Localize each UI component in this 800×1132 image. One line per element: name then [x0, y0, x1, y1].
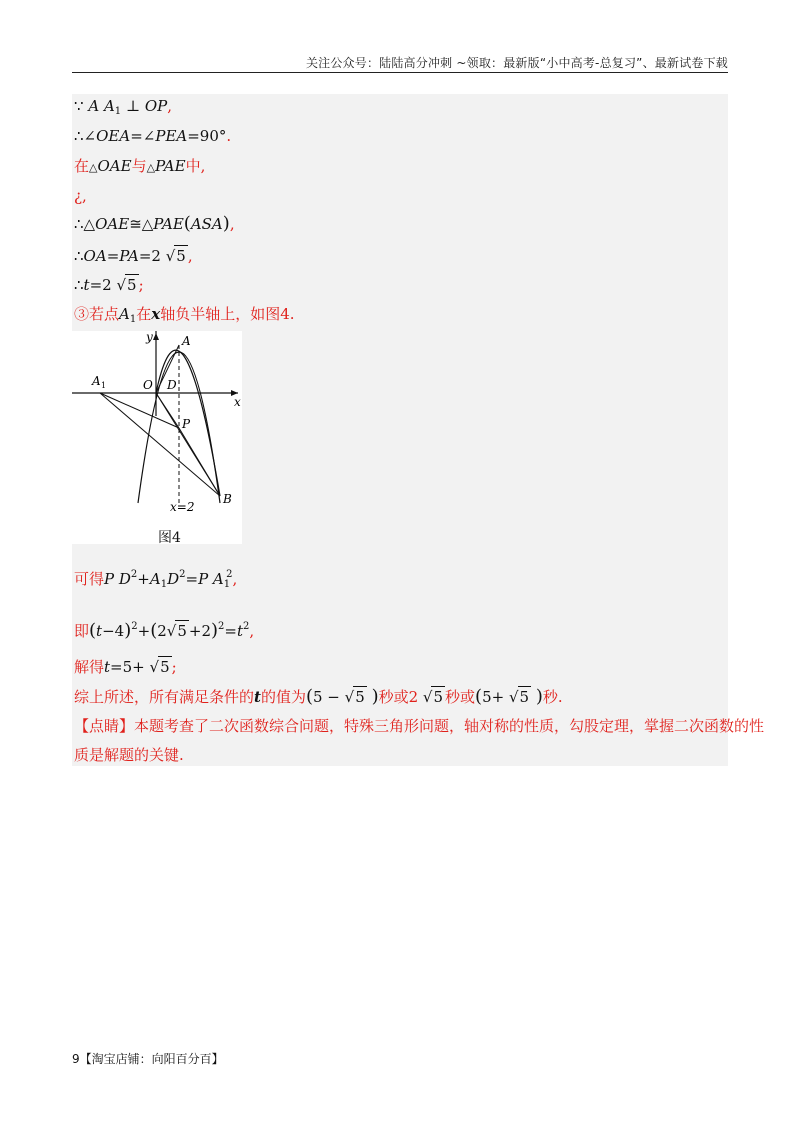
plus-2: +2	[188, 622, 211, 640]
var-pa: P A	[198, 570, 224, 588]
superscript: 2	[179, 569, 186, 580]
superscript: 2	[226, 569, 233, 580]
punct: ,	[249, 622, 255, 640]
punct: ,	[167, 97, 173, 115]
eq-2: =2	[138, 247, 161, 265]
minus-4: −4	[102, 622, 125, 640]
plus: +	[137, 570, 150, 588]
text: 秒或	[445, 688, 476, 706]
subscript: 1	[114, 106, 122, 117]
triangle-symbol: △	[146, 161, 156, 174]
eq-90: =90°	[187, 127, 227, 145]
line-2	[74, 126, 231, 146]
line-5: ∴△OAE≅△PAE(ASA),	[74, 213, 235, 234]
y-axis-arrow	[153, 333, 159, 340]
text: 与	[131, 157, 147, 175]
label-a1: A	[92, 374, 101, 388]
radicand: 5	[177, 622, 187, 640]
text: 的值为	[260, 688, 306, 706]
page-header: 关注公众号：陆陆高分冲刺 ~领取：最新版“小中高考-总复习”、最新试卷下载	[305, 56, 728, 70]
page-footer: 9【淘宝店铺：向阳百分百】	[72, 1052, 224, 1066]
header-rule	[72, 72, 728, 73]
plus: +	[137, 622, 151, 640]
eq: =	[106, 247, 120, 265]
text: 轴负半轴上，如图4.	[160, 305, 295, 323]
var-d: D	[167, 570, 180, 588]
var-t: t	[236, 622, 244, 640]
label-a: A	[182, 334, 191, 348]
label-a1-sub: 1	[101, 381, 107, 390]
punct: ,	[229, 215, 235, 233]
because-symbol: ∵	[74, 97, 84, 115]
figure-4	[72, 331, 242, 544]
superscript: 2	[131, 621, 138, 632]
text: 可得	[74, 570, 105, 588]
line-3	[74, 156, 205, 178]
two: 2	[157, 622, 167, 640]
text: 综上所述，所有满足条件的	[74, 688, 255, 706]
five-minus: 5 −	[313, 688, 340, 706]
punct: ,	[187, 247, 193, 265]
five-plus: 5+	[482, 688, 505, 706]
subscript: 1	[129, 314, 137, 325]
line-14-comment: 质是解题的关键.	[74, 746, 184, 764]
var-a: A	[149, 570, 161, 588]
var-asa: ASA	[190, 215, 223, 233]
line-11: 解得t=5+ √5 ;	[74, 658, 177, 676]
var-t: t	[96, 622, 103, 640]
var-oae: OAE	[95, 215, 130, 233]
line-10: 即$(t-4)^2+(2√5 +2)^2=t^2$,	[74, 620, 255, 641]
label-b: B	[223, 492, 232, 506]
radicand: 5	[176, 247, 186, 265]
var-oae: OAE	[97, 157, 132, 175]
label-d: D	[167, 378, 177, 392]
var-t: t	[254, 688, 261, 706]
eq-angle: =∠	[130, 127, 156, 145]
radicand: 5	[433, 688, 444, 706]
line-13-comment: 【点睛】本题考查了二次函数综合问题，特殊三角形问题，轴对称的性质，勾股定理，掌握二次函数的性	[74, 717, 765, 735]
var-t: t	[104, 658, 111, 676]
var-pa: PA	[119, 247, 139, 265]
eq: =	[224, 622, 237, 640]
angle-text: ∴∠	[74, 127, 97, 145]
var-pd: P D	[104, 570, 131, 588]
punct: .	[226, 127, 232, 145]
label-p: P	[182, 417, 191, 431]
label-o: O	[143, 378, 153, 392]
var-op: OP	[144, 97, 168, 115]
text: ③若点	[74, 305, 120, 323]
var-a: A	[88, 97, 100, 115]
punct: ;	[171, 658, 177, 676]
superscript: 2	[243, 621, 250, 632]
text: 在	[136, 305, 152, 323]
text: 中,	[185, 157, 206, 175]
figure-caption: 图4	[158, 530, 181, 546]
line-9	[74, 565, 237, 595]
text: 秒.	[542, 688, 563, 706]
line-7: ∴t=2 √5 ;	[74, 276, 144, 294]
var-pae: PAE	[155, 157, 186, 175]
text: ∴△	[74, 215, 96, 233]
text: ∴	[74, 247, 84, 265]
geometry-diagram	[72, 331, 242, 544]
radicand: 5	[355, 688, 365, 706]
text: 秒或2	[378, 688, 419, 706]
label-x-eq-2: x=2	[170, 500, 195, 514]
var-a1: A	[103, 97, 115, 115]
var-t: t	[83, 276, 90, 294]
var-a1: A	[119, 305, 130, 323]
eq: =	[185, 570, 199, 588]
radicand: 5	[127, 276, 137, 294]
line-8	[74, 304, 295, 330]
superscript: 2	[218, 621, 225, 632]
radicand: 5	[519, 688, 530, 706]
line-1	[74, 96, 172, 122]
text: ∴	[74, 276, 84, 294]
text: 在	[74, 157, 90, 175]
punct: ;	[138, 276, 144, 294]
var-x: x	[151, 305, 161, 323]
perp-symbol: ⊥	[125, 97, 141, 115]
superscript: 2	[130, 569, 138, 580]
subscript: 1	[223, 579, 231, 590]
text: 即	[74, 622, 90, 640]
var-oea: OEA	[96, 127, 131, 145]
var-pae: PAE	[153, 215, 184, 233]
triangle-symbol: △	[89, 161, 98, 174]
label-x: x	[234, 395, 241, 409]
line-12: 综上所述，所有满足条件的t的值为(5 − √5 )秒或2 √5 秒或(5+ √5 )秒.	[74, 686, 563, 707]
text: 解得	[74, 658, 105, 676]
eq-2: =2	[89, 276, 112, 294]
var-pea: PEA	[155, 127, 188, 145]
line-6: ∴OA=PA=2 √5 ,	[74, 247, 193, 265]
line-4: ¿,	[74, 187, 87, 205]
label-y: y	[146, 331, 153, 344]
var-oa: OA	[83, 247, 107, 265]
eq-5-plus: =5+	[110, 658, 145, 676]
punct: ,	[232, 570, 238, 588]
cong-symbol: ≅△	[129, 215, 154, 233]
radicand: 5	[160, 658, 170, 676]
subscript: 1	[160, 579, 168, 590]
